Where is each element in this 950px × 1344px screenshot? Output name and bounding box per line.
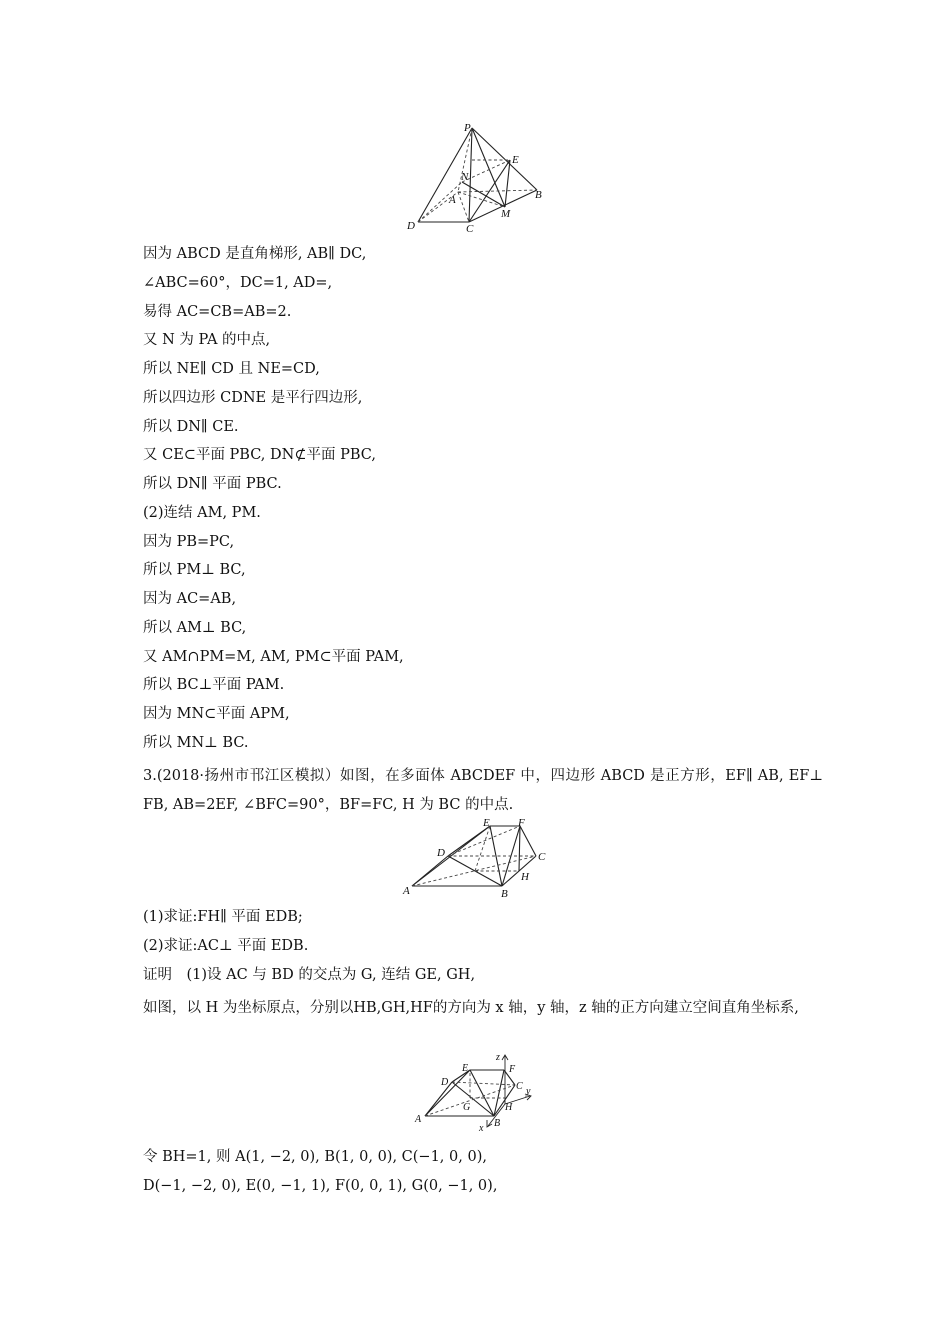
pyramid-diagram (400, 118, 560, 238)
text-line-11: 因为 PB=PC, (143, 534, 235, 550)
label-H: H (505, 1102, 513, 1113)
label-F: F (518, 817, 525, 829)
text-line-12: 所以 PM⊥ BC, (143, 562, 246, 578)
text-line-15: 又 AM∩PM=M, AM, PM⊂平面 PAM, (143, 649, 404, 665)
text-line-8: 又 CE⊂平面 PBC, DN⊄平面 PBC, (143, 447, 376, 463)
polyhedron-diagram (398, 815, 558, 900)
label-B: B (501, 888, 508, 900)
text-line-3: 易得 AC=CB=AB=2. (143, 304, 292, 320)
coordinates-line-1: 令 BH=1, 则 A(1, −2, 0), B(1, 0, 0), C(−1, 0, 0), (143, 1149, 487, 1165)
label-G: G (463, 1102, 471, 1113)
question-2: (2)求证:AC⊥ 平面 EDB. (143, 938, 309, 954)
proof-start: 证明 (1)设 AC 与 BD 的交点为 G, 连结 GE, GH, (143, 967, 476, 983)
label-B: B (494, 1118, 501, 1129)
text-line-14: 所以 AM⊥ BC, (143, 620, 247, 636)
label-P: P (464, 122, 471, 134)
text-line-5: 所以 NE∥ CD 且 NE=CD, (143, 361, 320, 377)
label-E: E (483, 817, 490, 829)
label-C: C (538, 851, 546, 863)
text-line-13: 因为 AC=AB, (143, 591, 237, 607)
figure-polyhedron (398, 815, 558, 900)
coordinates-line-2: D(−1, −2, 0), E(0, −1, 1), F(0, 0, 1), G(0, −1, 0), (143, 1178, 498, 1194)
text-line-4: 又 N 为 PA 的中点, (143, 332, 271, 348)
text-line-10: (2)连结 AM, PM. (143, 505, 261, 521)
label-D: D (407, 220, 415, 232)
coordinate-diagram (410, 1050, 545, 1135)
text-line-18: 所以 MN⊥ BC. (143, 735, 249, 751)
question-1: (1)求证:FH∥ 平面 EDB; (143, 909, 303, 925)
axis-label-y: y (526, 1086, 531, 1097)
label-A: A (415, 1114, 422, 1125)
label-A: A (403, 885, 410, 897)
label-C: C (466, 223, 474, 235)
label-M: M (501, 208, 511, 220)
figure-pyramid (400, 118, 560, 238)
text-line-17: 因为 MN⊂平面 APM, (143, 706, 290, 722)
label-E: E (512, 154, 519, 166)
label-N: N (461, 171, 469, 183)
text-line-6: 所以四边形 CDNE 是平行四边形, (143, 390, 363, 406)
figure-coordinate-system (410, 1050, 545, 1135)
text-line-2: ∠ABC=60°，DC=1, AD=, (143, 275, 333, 291)
label-F: F (509, 1064, 516, 1075)
text-line-1: 因为 ABCD 是直角梯形, AB∥ DC, (143, 246, 367, 262)
label-A: A (449, 194, 456, 206)
text-line-7: 所以 DN∥ CE. (143, 419, 239, 435)
label-D: D (437, 847, 445, 859)
label-B: B (535, 189, 542, 201)
label-E: E (462, 1063, 469, 1074)
label-D: D (441, 1077, 449, 1088)
axis-label-x: x (479, 1123, 484, 1134)
problem-3-statement: 3.(2018·扬州市邗江区模拟）如图，在多面体 ABCDEF 中，四边形 ABCD 是正方形，EF∥ AB, EF⊥ FB, AB=2EF, ∠BFC=90°，BF=FC, H 为 BC 的中点. (143, 768, 823, 813)
label-C: C (516, 1081, 523, 1092)
text-line-9: 所以 DN∥ 平面 PBC. (143, 476, 282, 492)
text-line-16: 所以 BC⊥平面 PAM. (143, 677, 285, 693)
label-H: H (521, 871, 529, 883)
coordinate-setup-text: 如图，以 H 为坐标原点，分别以HB,GH,HF的方向为 x 轴，y 轴，z 轴的正方向建立空间直角坐标系, (143, 1000, 799, 1016)
axis-label-z: z (496, 1052, 500, 1063)
